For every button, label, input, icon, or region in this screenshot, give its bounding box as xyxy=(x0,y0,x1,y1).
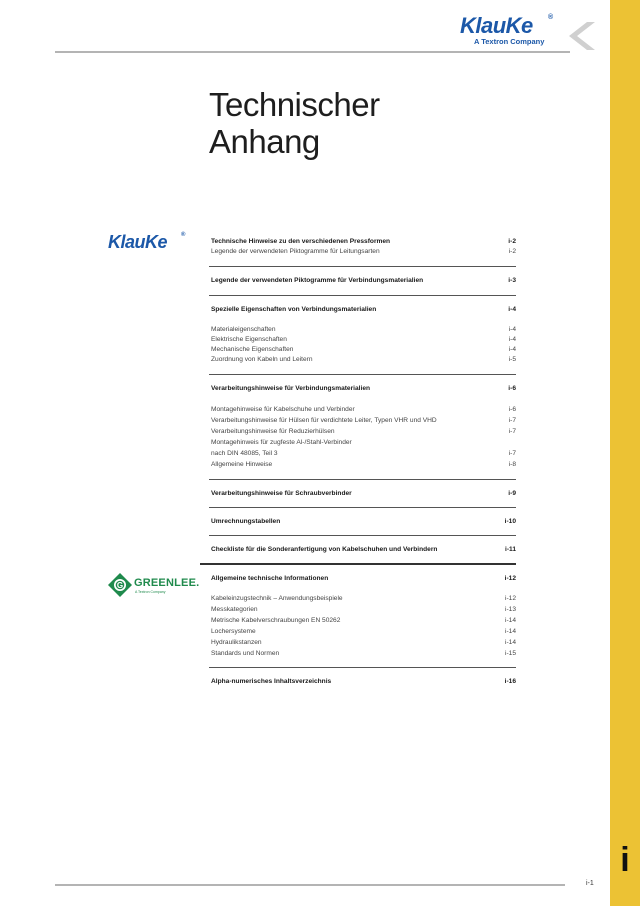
header-rule xyxy=(55,51,570,53)
toc-entry[interactable]: Lochersysteme i-14 xyxy=(211,628,516,635)
registered-mark: ® xyxy=(181,232,186,238)
toc-page: i-6 xyxy=(508,406,516,413)
svg-text:G: G xyxy=(116,581,124,590)
greenlee-tagline: A Textron Company xyxy=(135,590,166,594)
toc-page: i-14 xyxy=(505,628,516,635)
toc-page: i-4 xyxy=(508,346,516,353)
toc-entry[interactable]: Allgemeine technische Informationen i-12 xyxy=(211,575,516,582)
toc-page: i-12 xyxy=(505,595,516,602)
section-divider xyxy=(200,563,516,565)
section-divider xyxy=(209,266,516,267)
section-divider xyxy=(209,535,516,536)
section-tab-band xyxy=(610,0,640,906)
toc-entry[interactable]: nach DIN 48085, Teil 3 i-7 xyxy=(211,450,516,457)
section-divider xyxy=(209,507,516,508)
toc-page: i-5 xyxy=(508,356,516,363)
greenlee-g-icon xyxy=(108,573,132,597)
toc-entry[interactable]: Legende der verwendeten Piktogramme für Verbindungsmaterialien i-3 xyxy=(211,277,516,284)
toc-entry[interactable]: Alpha-numerisches Inhaltsverzeichnis i-16 xyxy=(211,678,516,685)
page-number: i-1 xyxy=(586,880,594,887)
toc-entry[interactable]: Standards und Normen i-15 xyxy=(211,650,516,657)
registered-mark: ® xyxy=(548,14,554,21)
toc-entry[interactable]: Technische Hinweise zu den verschiedenen Pressformen i-2 xyxy=(211,238,516,245)
toc-entry[interactable]: Legende der verwendeten Piktogramme für Leitungsarten i-2 xyxy=(211,248,516,255)
toc-entry[interactable]: Umrechnungstabellen i-10 xyxy=(211,518,516,525)
chevron-left-icon xyxy=(565,18,601,54)
section-divider xyxy=(209,667,516,668)
toc-entry[interactable]: Verarbeitungshinweise für Schraubverbinder i-9 xyxy=(211,490,516,497)
toc-page: i-16 xyxy=(504,678,516,685)
toc-entry[interactable]: Messkategorien i-13 xyxy=(211,606,516,613)
toc-entry[interactable]: Elektrische Eigenschaften i-4 xyxy=(211,336,516,343)
title-line-2: Anhang xyxy=(209,123,320,160)
toc-entry[interactable]: Montagehinweise für Kabelschuhe und Verbinder i-6 xyxy=(211,406,516,413)
klauke-logo-header xyxy=(460,14,560,50)
section-divider xyxy=(209,479,516,480)
footer-rule xyxy=(55,884,565,886)
toc-page: i-7 xyxy=(508,417,516,424)
section-letter: i xyxy=(620,841,630,879)
toc-page: i-2 xyxy=(508,248,516,255)
toc-entry[interactable]: Verarbeitungshinweise für Verbindungsmaterialien i-6 xyxy=(211,385,516,392)
toc-entry[interactable]: Materialeigenschaften i-4 xyxy=(211,326,516,333)
toc-page: i-6 xyxy=(508,385,516,392)
toc-entry[interactable]: Metrische Kabelverschraubungen EN 50262 i-14 xyxy=(211,617,516,624)
klauke-wordmark: KlauKe xyxy=(460,13,533,38)
toc-entry[interactable]: Verarbeitungshinweise für Reduzierhülsen i-7 xyxy=(211,428,516,435)
toc-page: i-9 xyxy=(508,490,516,497)
toc-entry[interactable]: Kabeleinzugstechnik – Anwendungsbeispiele i-12 xyxy=(211,595,516,602)
toc-page: i-3 xyxy=(508,277,516,284)
toc-page: i-14 xyxy=(505,639,516,646)
toc-page: i-4 xyxy=(508,336,516,343)
toc-page: i-12 xyxy=(504,575,516,582)
toc-page: i-8 xyxy=(508,461,516,468)
toc-page: i-7 xyxy=(508,450,516,457)
greenlee-logo xyxy=(108,573,198,599)
greenlee-wordmark: GREENLEE. xyxy=(134,577,200,589)
toc-entry[interactable]: Allgemeine Hinweise i-8 xyxy=(211,461,516,468)
toc-entry[interactable]: Zuordnung von Kabeln und Leitern i-5 xyxy=(211,356,516,363)
toc-entry[interactable]: Verarbeitungshinweise für Hülsen für verdichtete Leiter, Typen VHR und VHD i-7 xyxy=(211,417,516,424)
page-title xyxy=(209,86,380,160)
toc-page: i-10 xyxy=(504,518,516,525)
toc-entry[interactable]: Spezielle Eigenschaften von Verbindungsmaterialien i-4 xyxy=(211,306,516,313)
toc-entry[interactable]: Montagehinweis für zugfeste Al-/Stahl-Verbinder xyxy=(211,439,352,446)
toc-page: i-11 xyxy=(505,546,516,553)
toc-page: i-14 xyxy=(505,617,516,624)
toc-page: i-7 xyxy=(508,428,516,435)
toc-entry[interactable]: Mechanische Eigenschaften i-4 xyxy=(211,346,516,353)
toc-page: i-15 xyxy=(505,650,516,657)
toc-page: i-4 xyxy=(508,306,516,313)
toc-page: i-13 xyxy=(505,606,516,613)
section-divider xyxy=(209,374,516,375)
toc-entry[interactable]: Checkliste für die Sonderanfertigung von Kabelschuhen und Verbindern i-11 xyxy=(211,546,516,553)
toc-page: i-2 xyxy=(508,238,516,245)
klauke-logo-side xyxy=(108,232,198,254)
title-line-1: Technischer xyxy=(209,86,380,123)
section-divider xyxy=(209,295,516,296)
klauke-tagline: A Textron Company xyxy=(474,37,545,46)
toc-page: i-4 xyxy=(508,326,516,333)
klauke-wordmark: KlauKe xyxy=(108,232,168,252)
toc-entry[interactable]: Hydraulikstanzen i-14 xyxy=(211,639,516,646)
